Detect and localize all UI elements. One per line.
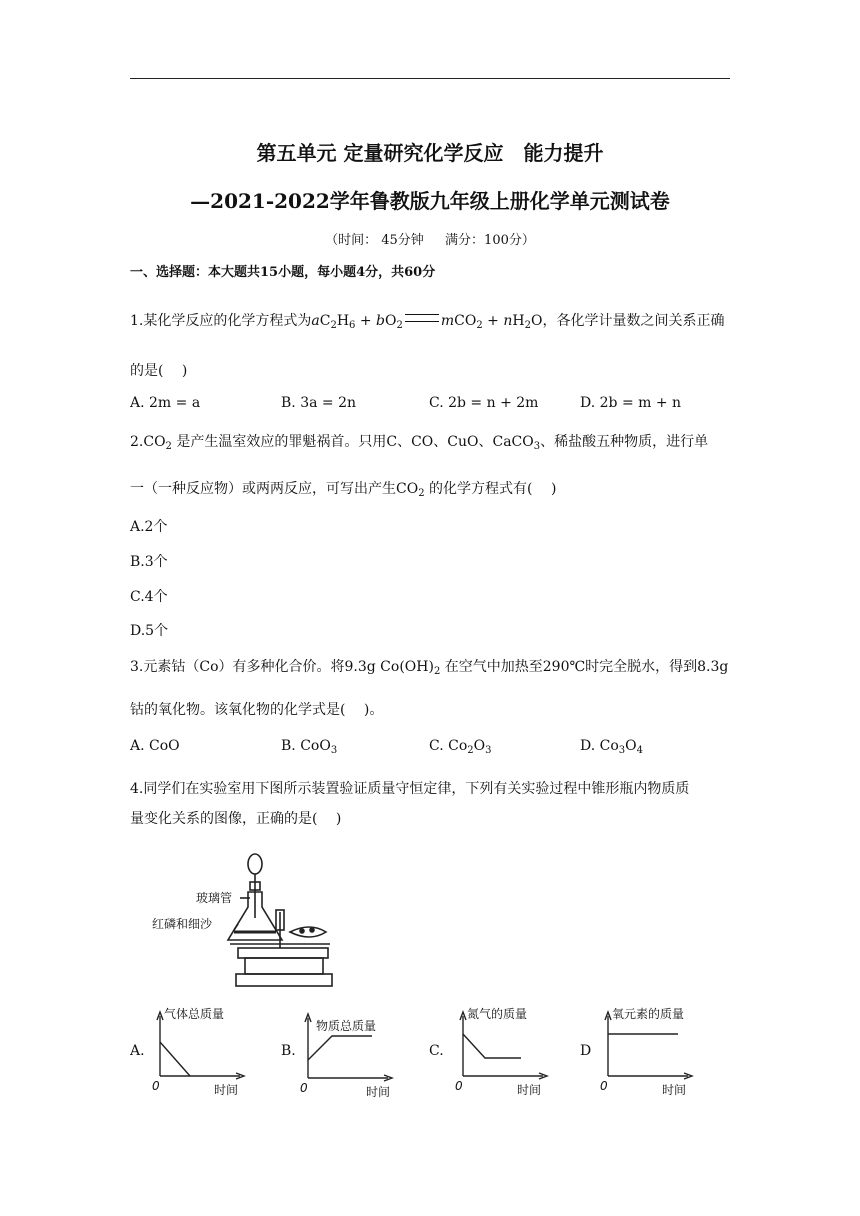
exam-meta: （时间： 45分钟 满分：100分） [325, 233, 535, 248]
graph-a [148, 1004, 258, 1100]
graph-b-origin: 0 [300, 1081, 308, 1095]
graph-c-origin: 0 [455, 1079, 463, 1093]
title-line-1: 第五单元 定量研究化学反应 能力提升 [256, 141, 604, 165]
graph-d [596, 1004, 706, 1100]
q2-option-d: D.5个 [130, 623, 169, 639]
q1-stem-line2: 的是( ) [130, 363, 188, 379]
q2-stem: $2.CO_2$ 是产生温室效应的罪魁祸首。只用C、CO、CuO、CaCO$_3$、稀盐酸五种物质，进行单 [130, 434, 709, 452]
graph-c-ylabel: 氮气的质量 [467, 1007, 528, 1021]
graph-b-xlabel: 时间 [366, 1085, 391, 1099]
q3-option-d: D. $Co_3O_4$ [580, 738, 644, 756]
q1-option-d: D. 2b = m + n [580, 395, 682, 411]
graph-a-curve [160, 1042, 190, 1076]
graph-a-ylabel: 气体总质量 [164, 1007, 225, 1021]
q2-stem-line2: 一（一种反应物）或两两反应，可写出产生$CO_2$ 的化学方程式有( ) [130, 481, 557, 499]
q4-option-d: D [580, 1043, 592, 1059]
graph-b-curve [308, 1036, 372, 1060]
q1-option-b: B. 3a = 2n [281, 395, 356, 411]
graph-d-ylabel: 氧元素的质量 [612, 1007, 685, 1021]
header-rule [130, 78, 730, 79]
graph-c [451, 1004, 561, 1100]
q1-stem: 1.某化学反应的化学方程式为$aC_2H_6 + bO_2$ $mCO_2 + nH_2O$，各化学计量数之间关系正确 [130, 313, 725, 331]
q3-stem-line2: 钴的氧化物。该氧化物的化学式是( )。 [130, 702, 384, 718]
graph-d-origin: 0 [600, 1079, 608, 1093]
graph-d-xlabel: 时间 [662, 1083, 687, 1097]
q4-stem-line2: 量变化关系的图像，正确的是( ) [130, 811, 342, 827]
q4-option-b: B. [281, 1043, 296, 1059]
q4-option-a: A. [130, 1043, 145, 1059]
q3-option-b: B. CoO$_3$ [281, 738, 338, 756]
graph-c-curve [463, 1034, 521, 1058]
title-line-2: —2021-2022学年鲁教版九年级上册化学单元测试卷 [190, 189, 670, 213]
graph-a-xlabel: 时间 [214, 1083, 239, 1097]
q3-option-a: A. CoO [130, 738, 180, 754]
section-heading: 一、选择题：本大题共15小题，每小题4分，共60分 [130, 265, 436, 280]
q4-stem: 4.同学们在实验室用下图所示装置验证质量守恒定律，下列有关实验过程中锥形瓶内物质质 [130, 781, 690, 797]
q2-option-b: B.3个 [130, 554, 168, 570]
label-glass-tube: 玻璃管 [196, 891, 233, 905]
label-red-phosphorus-sand: 红磷和细沙 [152, 917, 213, 931]
q2-option-c: C.4个 [130, 589, 168, 605]
q3-stem: 3.元素钴（Co）有多种化合价。将9.3g $Co(OH)_2$ 在空气中加热至290℃时完全脱水，得到8.3g [130, 659, 729, 677]
graph-b-ylabel: 物质总质量 [316, 1019, 377, 1033]
balance-apparatus-figure [150, 852, 360, 992]
q1-option-a: A. 2m = a [130, 395, 201, 411]
graph-b [296, 1006, 406, 1102]
q2-option-a: A.2个 [130, 519, 168, 535]
q1-option-c: C. 2b = n + 2m [429, 395, 539, 411]
q3-option-c: C. $Co_2O_3$ [429, 738, 492, 756]
graph-a-origin: 0 [152, 1079, 160, 1093]
q4-option-c: C. [429, 1043, 444, 1059]
graph-c-xlabel: 时间 [517, 1083, 542, 1097]
